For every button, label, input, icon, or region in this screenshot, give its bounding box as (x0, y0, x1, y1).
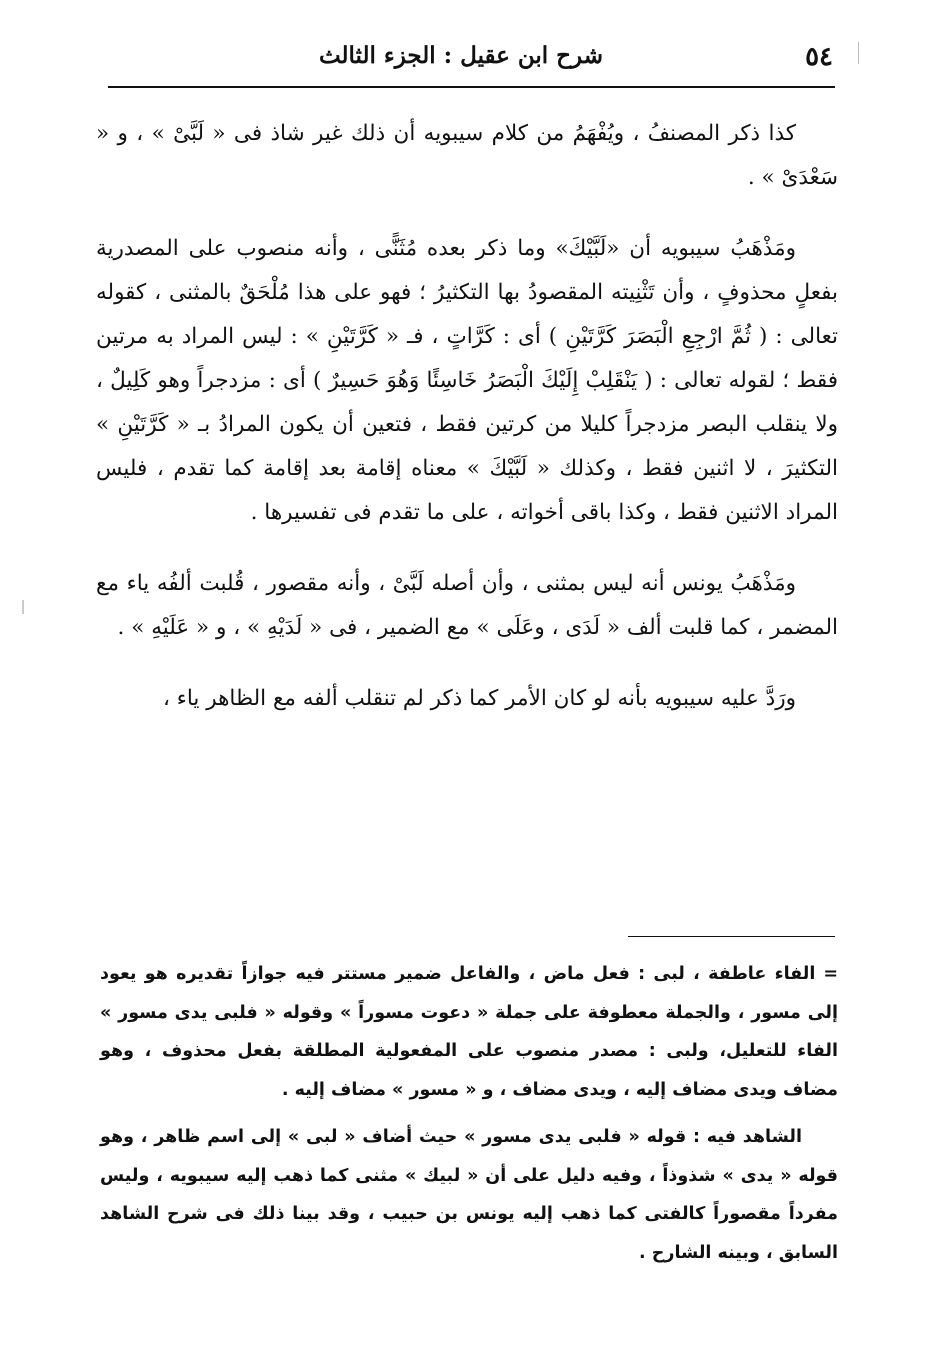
footnote-rule (628, 936, 835, 937)
continuation-mark: = (823, 964, 838, 984)
header-rule (108, 86, 835, 88)
paragraph-2: ومَذْهَبُ سيبويه أن «لَبَّيْكَ» وما ذكر بعده مُثَنًّى ، وأنه منصوب على المصدرية بفعلٍ محذوفٍ ، وأن تَثْنِيته المقصودُ بها التكثيرُ ؛ فهو على هذا مُلْحَقٌ بالمثنى ، كقوله تعالى : ( ثُمَّ ارْجِعِ الْبَصَرَ كَرَّتَيْنِ ) أى : كَرَّاتٍ ، فـ « كَرَّتَيْنِ » : ليس المراد به مرتين فقط ؛ لقوله تعالى : ( يَنْقَلِبْ إِلَيْكَ الْبَصَرُ خَاسِئًا وَهُوَ حَسِيرٌ ) أى : مزدجراً وهو كَلِيلٌ ، ولا ينقلب البصر مزدجراً كليلا من كرتين فقط ، فتعين أن يكون المرادُ بـ « كَرَّتَيْنِ » التكثيرَ ، لا اثنين فقط ، وكذلك « لَبَّيْكَ » معناه إقامة بعد إقامة كما تقدم ، فليس المراد الاثنين فقط ، وكذا باقى أخواته ، على ما تقدم فى تفسيرها . (96, 236, 838, 525)
footnote-2: الشاهد فيه : قوله « فلبى يدى مسور » حيث أضاف « لبى » إلى اسم ظاهر ، وهو قوله « يدى » شذوذاً ، وفيه دليل على أن « لبيك » مثنى كما ذهب إليه سيبويه ، وليس مفرداً مقصوراً كالفتى كما ذهب إليه يونس بن حبيب ، وقد بينا ذلك فى شرح الشاهد السابق ، وبينه الشارح . (100, 1127, 838, 1263)
page-number: ٥٤ (805, 42, 833, 72)
page-header (108, 30, 833, 82)
main-text (96, 112, 838, 748)
scan-artifact (22, 600, 24, 614)
paragraph-4: ورَدَّ عليه سيبويه بأنه لو كان الأمر كما ذكر لم تنقلب ألفه مع الظاهر ياء ، (162, 686, 796, 711)
footnote-1 (100, 955, 838, 1109)
running-title: شرح ابن عقيل : الجزء الثالث (318, 42, 603, 69)
margin-mark (858, 42, 859, 64)
footnote-1-text: الفاء عاطفة ، لبى : فعل ماض ، والفاعل ضمير مستتر فيه جوازاً تقديره هو يعود إلى مسور ، والجملة معطوفة على جملة « دعوت مسوراً » وقوله « فلبى يدى مسور » الفاء للتعليل، ولبى : مصدر منصوب على المفعولية المطلقة بفعل محذوف ، وهو مضاف ويدى مضاف إليه ، ويدى مضاف ، و « مسور » مضاف إليه . (100, 964, 838, 1100)
paragraph-1: كذا ذكر المصنفُ ، ويُفْهَمُ من كلام سيبويه أن ذلك غير شاذ فى « لَبَّىْ » ، و « سَعْدَىْ » . (96, 121, 838, 190)
paragraph-3: ومَذْهَبُ يونس أنه ليس بمثنى ، وأن أصله لَبَّىْ ، وأنه مقصور ، قُلبت ألفُه ياء مع المضمر ، كما قلبت ألف « لَدَى ، وعَلَى » مع الضمير ، فى « لَدَيْهِ » ، و « عَلَيْهِ » . (96, 571, 838, 640)
footnotes (100, 955, 838, 1281)
